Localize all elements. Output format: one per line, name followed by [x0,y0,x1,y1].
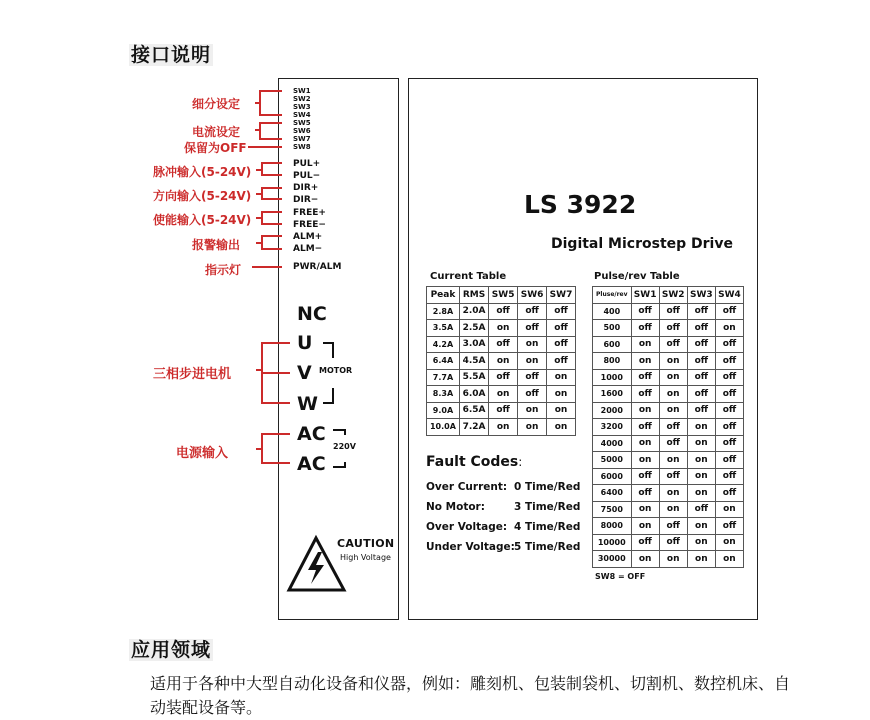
table-cell: off [631,369,659,386]
table-row [593,336,744,353]
table-cell: on [715,320,743,337]
table-cell: off [715,353,743,370]
table-row [593,320,744,337]
table-row [593,534,744,551]
terminal-ac-2: AC [297,453,326,475]
table-cell: 5000 [593,452,632,469]
table-row [427,386,576,403]
terminal-pwr-alm: PWR/ALM [293,262,342,272]
label-microstep: 细分设定 [192,97,241,111]
terminal-dir-minus: DIR− [293,195,319,205]
table-cell: 3200 [593,419,632,436]
table-cell: off [715,452,743,469]
table-cell: off [715,336,743,353]
table-cell: off [518,303,547,320]
sw8-note: SW8 = OFF [595,572,646,581]
table-cell: on [489,419,518,436]
table-cell: off [631,303,659,320]
table-cell: on [631,501,659,518]
table-cell: on [489,353,518,370]
application-text: 适用于各种中大型自动化设备和仪器，例如：雕刻机、包装制袋机、切割机、数控机床、自动装配设备等。 [150,674,791,717]
terminal-alm-minus: ALM− [293,244,323,254]
terminal-w: W [297,393,318,415]
table-row [593,402,744,419]
label-power-input: 电源输入 [176,446,229,461]
table-header-cell: SW1 [631,287,659,304]
table-cell: on [489,386,518,403]
table-cell: off [687,353,715,370]
table-header-cell: Peak [427,287,460,304]
table-cell: off [631,386,659,403]
fault-row: Over Current: 0 Time/Red [426,481,581,493]
table-row [427,336,576,353]
table-cell: 6.0A [459,386,488,403]
table-cell: 7500 [593,501,632,518]
table-header-cell: RMS [459,287,488,304]
table-cell: off [518,369,547,386]
table-cell: off [715,369,743,386]
label-hold: 保留为OFF [184,141,247,155]
table-cell: on [631,402,659,419]
terminal-dir-plus: DIR+ [293,183,319,193]
table-cell: on [687,435,715,452]
caution-title: CAUTION [337,537,395,550]
table-cell: 10000 [593,534,632,551]
table-cell: off [659,518,687,535]
table-cell: off [687,501,715,518]
table-cell: off [631,419,659,436]
model-title: LS 3922 [524,190,637,219]
table-cell: 10.0A [427,419,460,436]
table-cell: off [715,485,743,502]
table-cell: on [687,551,715,568]
table-cell: on [687,534,715,551]
table-row [427,369,576,386]
table-row [593,501,744,518]
table-cell: off [547,320,576,337]
table-cell: on [518,419,547,436]
label-enable: 使能输入(5-24V) [153,213,252,227]
table-cell: on [547,386,576,403]
table-cell: on [687,419,715,436]
table-cell: off [518,386,547,403]
table-cell: 3.0A [459,336,488,353]
switch-label: SW4 [293,111,311,119]
table-cell: 1000 [593,369,632,386]
table-cell: off [659,303,687,320]
table-cell: off [547,353,576,370]
table-cell: on [659,452,687,469]
table-cell: off [687,386,715,403]
voltage-label: 220V [333,442,356,451]
section-title-application: 应用领域 [131,639,212,661]
table-row [593,485,744,502]
table-cell: on [518,336,547,353]
table-cell: off [687,320,715,337]
table-cell: off [631,485,659,502]
table-cell: off [547,303,576,320]
table-cell: on [631,518,659,535]
table-cell: on [547,402,576,419]
table-cell: 400 [593,303,632,320]
table-cell: on [631,452,659,469]
switch-label: SW1 [293,87,311,95]
table-cell: off [659,419,687,436]
motor-label: MOTOR [319,366,353,375]
table-cell: off [687,303,715,320]
table-cell: 4.5A [459,353,488,370]
table-cell: on [631,435,659,452]
table-cell: on [489,320,518,337]
table-cell: off [687,336,715,353]
table-cell: 5.5A [459,369,488,386]
table-header-cell: SW7 [547,287,576,304]
label-indicator: 指示灯 [205,263,242,277]
table-row [427,419,576,436]
table-cell: on [518,402,547,419]
table-cell: on [659,402,687,419]
table-cell: on [715,501,743,518]
table-cell: off [659,468,687,485]
table-cell: off [489,402,518,419]
table-header-cell: SW4 [715,287,743,304]
table-cell: 6.4A [427,353,460,370]
table-cell: on [631,551,659,568]
table-cell: off [715,386,743,403]
table-cell: on [687,485,715,502]
table-row [593,518,744,535]
table-cell: 4.2A [427,336,460,353]
terminal-ac-1: AC [297,423,326,445]
table-cell: on [659,369,687,386]
table-cell: on [547,419,576,436]
table-header-cell: SW5 [489,287,518,304]
current-table-title: Current Table [430,271,507,282]
switch-label: SW6 [293,127,311,135]
table-cell: off [659,534,687,551]
table-row [593,303,744,320]
table-cell: off [659,336,687,353]
table-cell: off [489,369,518,386]
table-cell: 30000 [593,551,632,568]
terminal-free-plus: FREE+ [293,208,326,218]
table-cell: on [659,386,687,403]
table-cell: on [518,353,547,370]
table-cell: off [715,402,743,419]
table-cell: on [631,353,659,370]
table-cell: 800 [593,353,632,370]
model-subtitle: Digital Microstep Drive [551,236,733,252]
pulse-table-title: Pulse/rev Table [594,271,680,282]
label-pulse: 脉冲输入(5-24V) [153,165,252,179]
table-cell: 600 [593,336,632,353]
table-cell: off [659,435,687,452]
section-title-interface: 接口说明 [131,44,212,66]
label-three-phase-motor: 三相步进电机 [153,367,232,382]
caution-subtitle: High Voltage [340,553,391,562]
table-cell: off [631,468,659,485]
table-cell: 4000 [593,435,632,452]
terminal-u: U [297,332,313,354]
table-cell: off [687,369,715,386]
table-cell: 1600 [593,386,632,403]
table-cell: 6400 [593,485,632,502]
table-cell: off [518,320,547,337]
table-cell: 2.5A [459,320,488,337]
table-cell: on [659,353,687,370]
label-dir: 方向输入(5-24V) [153,189,252,203]
table-cell: off [687,402,715,419]
table-cell: off [659,320,687,337]
table-cell: off [715,468,743,485]
table-header-cell: SW6 [518,287,547,304]
table-cell: off [715,419,743,436]
terminal-nc: NC [297,303,327,325]
table-header-cell: Pluse/rev [593,287,632,304]
table-cell: 6.5A [459,402,488,419]
table-row [427,320,576,337]
fault-row: Over Voltage: 4 Time/Red [426,521,581,533]
table-cell: off [489,336,518,353]
switch-label: SW5 [293,119,311,127]
table-row [593,369,744,386]
table-cell: on [659,551,687,568]
table-cell: on [715,534,743,551]
table-cell: 2.8A [427,303,460,320]
table-cell: on [687,518,715,535]
table-cell: off [489,303,518,320]
table-row [427,353,576,370]
table-cell: on [715,551,743,568]
table-cell: on [631,336,659,353]
table-cell: 9.0A [427,402,460,419]
table-cell: off [715,518,743,535]
table-cell: off [715,303,743,320]
table-row [427,303,576,320]
table-cell: 8000 [593,518,632,535]
table-row [593,452,744,469]
terminal-pul-plus: PUL+ [293,159,321,169]
pulse-table [592,286,744,568]
table-cell: on [547,369,576,386]
table-cell: 2000 [593,402,632,419]
table-cell: on [659,485,687,502]
table-header-cell: SW3 [687,287,715,304]
current-table [426,286,576,436]
table-cell: on [687,452,715,469]
table-row [593,551,744,568]
table-cell: 7.7A [427,369,460,386]
table-row [593,435,744,452]
table-cell: 500 [593,320,632,337]
terminal-alm-plus: ALM+ [293,232,323,242]
table-cell: 3.5A [427,320,460,337]
table-row [593,468,744,485]
table-cell: on [687,468,715,485]
switch-label: SW3 [293,103,311,111]
terminal-pul-minus: PUL− [293,171,321,181]
switch-label: SW7 [293,135,311,143]
table-cell: 8.3A [427,386,460,403]
table-row [427,402,576,419]
switch-label: SW8 [293,143,311,151]
table-row [593,353,744,370]
table-cell: 2.0A [459,303,488,320]
fault-row: No Motor: 3 Time/Red [426,501,581,513]
fault-row: Under Voltage: 5 Time/Red [426,541,581,553]
terminal-free-minus: FREE− [293,220,326,230]
table-header-cell: SW2 [659,287,687,304]
label-current: 电流设定 [192,125,241,139]
label-alarm: 报警输出 [192,238,241,252]
table-cell: off [631,534,659,551]
fault-codes-title: Fault Codes: [426,454,523,470]
table-cell: 6000 [593,468,632,485]
table-cell: off [547,336,576,353]
table-cell: off [631,320,659,337]
table-cell: on [659,501,687,518]
table-cell: 7.2A [459,419,488,436]
table-cell: off [715,435,743,452]
switch-label: SW2 [293,95,311,103]
terminal-v: V [297,362,312,384]
table-row [593,386,744,403]
high-voltage-icon [289,538,344,590]
table-row [593,419,744,436]
